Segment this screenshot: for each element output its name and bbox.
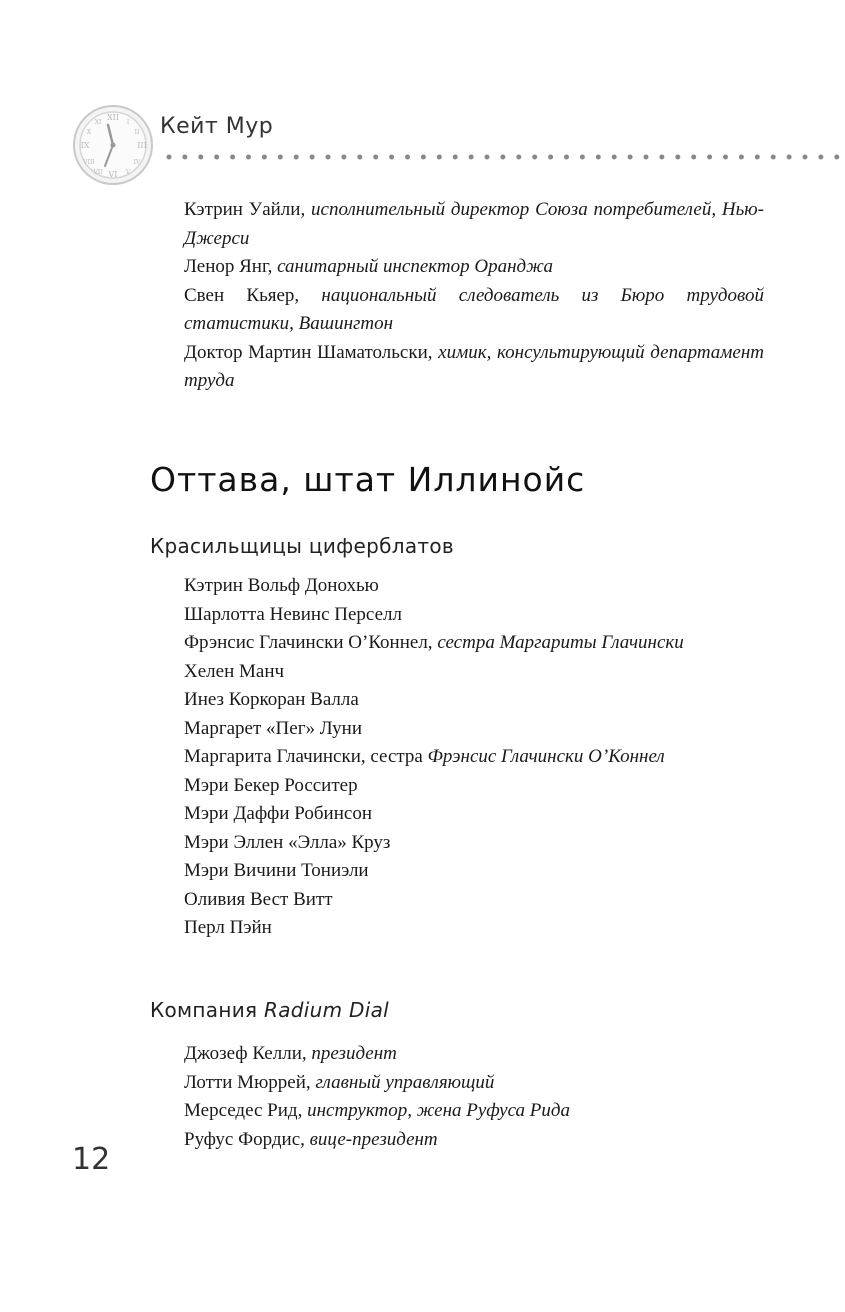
svg-text:X: X xyxy=(86,129,92,136)
list-item: Перл Пэйн xyxy=(184,917,272,938)
svg-text:VIII: VIII xyxy=(83,159,95,166)
officials-list xyxy=(184,196,764,396)
running-head-author: Кейт Мур xyxy=(160,114,274,139)
subsection-heading-company: Компания Radium Dial xyxy=(150,998,390,1022)
list-item: Лотти Мюррей, главный управляющий xyxy=(184,1071,495,1093)
list-item: Мэри Вичини Тониэли xyxy=(184,860,369,881)
list-item: Хелен Манч xyxy=(184,660,285,682)
svg-text:IV: IV xyxy=(133,159,141,166)
list-item: Кэтрин Уайли, исполнительный директор Союза потребителей, Нью-Джерси xyxy=(184,199,764,249)
list-item: Инез Коркоран Валла xyxy=(184,689,359,710)
section-title: Оттава, штат Иллинойс xyxy=(150,460,586,499)
svg-text:VI: VI xyxy=(108,170,118,179)
list-item: Фрэнсис Глачински О’Коннел, сестра Маргариты Глачински xyxy=(184,632,684,653)
list-item: Доктор Мартин Шаматольски, химик, консультирующий департамент труда xyxy=(184,341,764,391)
list-item: Мерседес Рид, инструктор, жена Руфуса Рида xyxy=(184,1100,570,1121)
list-item: Кэтрин Вольф Донохью xyxy=(184,575,379,596)
svg-text:IX: IX xyxy=(80,141,90,150)
dial-painters-list xyxy=(184,572,764,943)
list-item: Оливия Вест Витт xyxy=(184,888,333,910)
page-number: 12 xyxy=(72,1142,111,1177)
clock-icon xyxy=(72,104,154,186)
list-item: Мэри Бекер Росситер xyxy=(184,774,358,796)
svg-text:XI: XI xyxy=(94,119,102,126)
list-item: Маргарет «Пег» Луни xyxy=(184,717,362,739)
subsection-heading-dial-painters: Красильщицы циферблатов xyxy=(150,534,454,558)
list-item: Джозеф Келли, президент xyxy=(184,1043,397,1064)
svg-text:VII: VII xyxy=(93,169,103,176)
company-list xyxy=(184,1040,764,1154)
svg-text:I: I xyxy=(126,119,130,126)
list-item: Свен Кьяер, национальный следователь из Бюро трудовой статистики, Вашингтон xyxy=(184,284,764,334)
svg-text:II: II xyxy=(134,129,140,136)
list-item: Шарлотта Невинс Перселл xyxy=(184,603,402,625)
svg-text:III: III xyxy=(137,141,147,150)
list-item: Мэри Эллен «Элла» Круз xyxy=(184,831,391,853)
list-item: Руфус Фордис, вице-президент xyxy=(184,1128,438,1150)
dotted-rule xyxy=(166,154,845,160)
list-item: Маргарита Глачински, сестра Фрэнсис Глачински О’Коннел xyxy=(184,746,665,767)
list-item: Ленор Янг, санитарный инспектор Оранджа xyxy=(184,256,554,277)
svg-text:XII: XII xyxy=(106,113,120,122)
list-item: Мэри Даффи Робинсон xyxy=(184,803,372,824)
svg-text:V: V xyxy=(125,169,131,176)
